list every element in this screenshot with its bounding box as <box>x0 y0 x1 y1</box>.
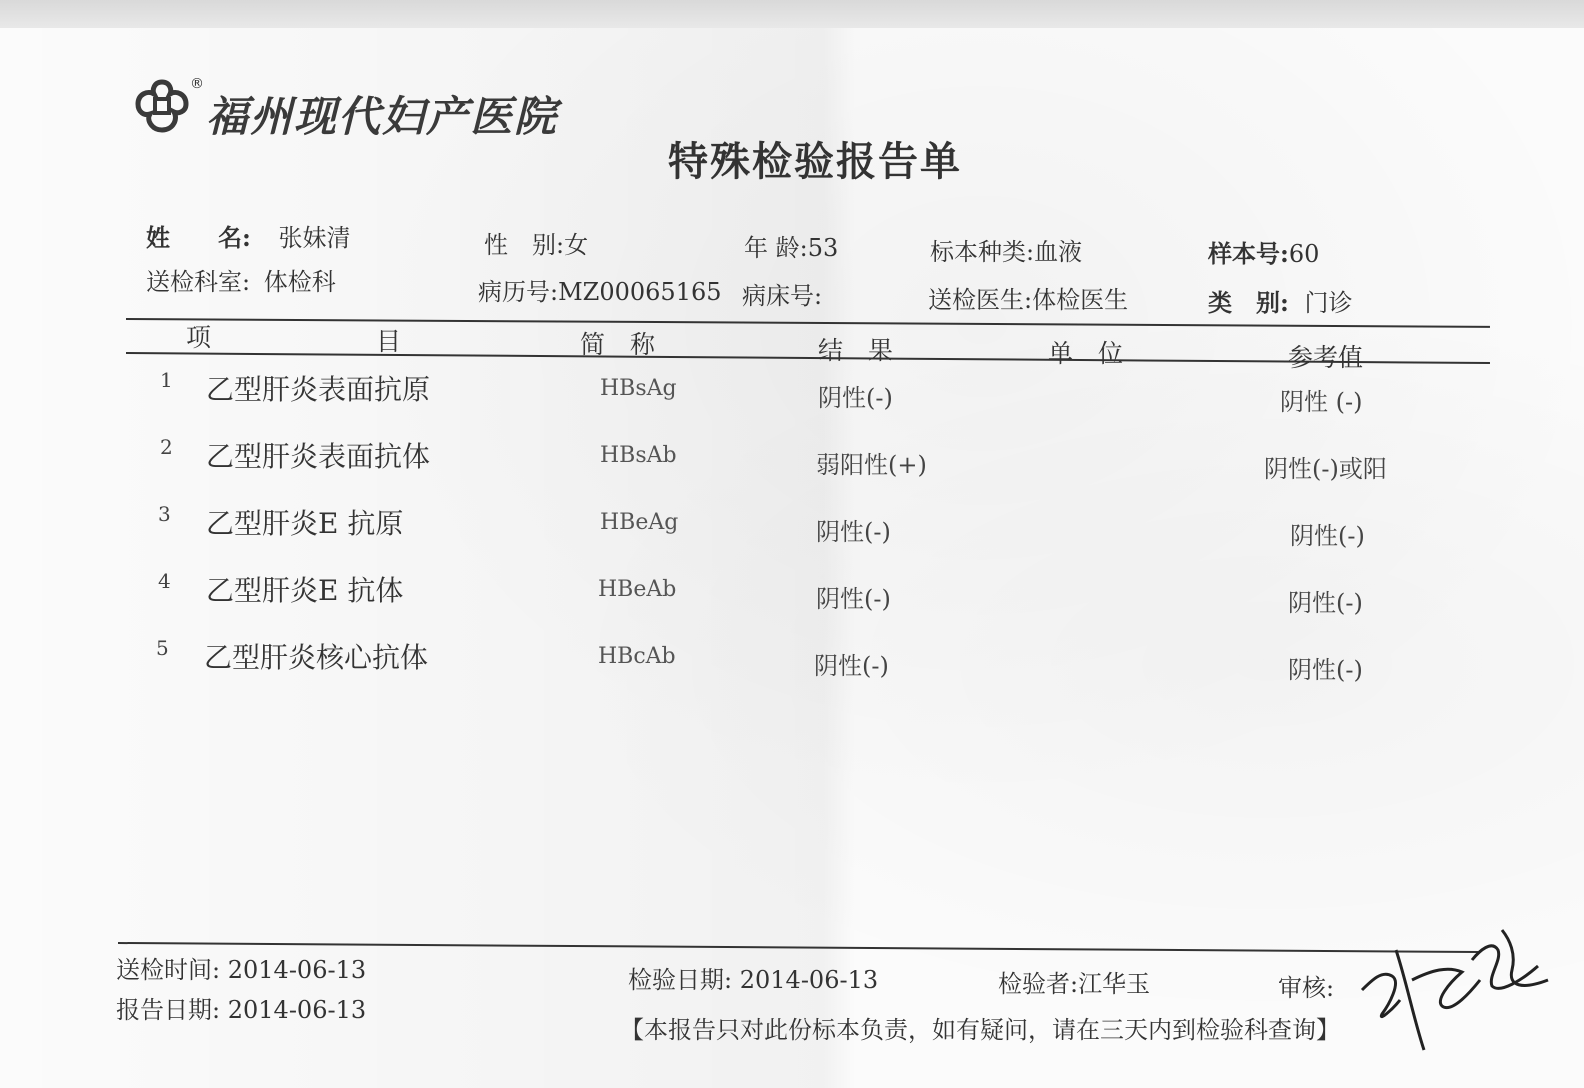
bed-no-label: 病床号: <box>742 282 823 310</box>
submit-time-value: 2014-06-13 <box>227 956 367 984</box>
test-abbr: HBcAb <box>598 644 676 669</box>
submit-time-field <box>116 950 366 985</box>
header-reference: 参考值 <box>1288 343 1364 372</box>
test-abbr: HBeAb <box>598 577 677 602</box>
department-field <box>146 262 336 297</box>
gender-value: 女 <box>564 231 589 259</box>
header-result: 结 果 <box>818 336 894 365</box>
report-date-field <box>116 990 366 1025</box>
tester-value: 江华玉 <box>1078 970 1151 998</box>
sample-no-field <box>1208 234 1319 269</box>
name-label: 姓 名: <box>146 223 251 252</box>
gender-label: 性 别: <box>484 231 565 259</box>
registered-mark: ® <box>190 76 204 92</box>
department-value: 体检科 <box>263 268 336 296</box>
test-result: 阴性(-) <box>816 518 891 546</box>
reference-value: 阴性(-) <box>1290 522 1365 550</box>
record-no-value: MZ00065165 <box>558 278 722 306</box>
specimen-type-field <box>930 232 1082 267</box>
record-no-field <box>478 272 722 307</box>
department-label: 送检科室: <box>146 268 251 296</box>
test-result: 阴性(-) <box>814 652 889 680</box>
doctor-field <box>928 280 1128 315</box>
category-label: 类 别: <box>1208 288 1289 317</box>
reference-value: 阴性(-)或阳 <box>1264 455 1387 483</box>
name-field <box>146 218 351 253</box>
category-value: 门诊 <box>1304 289 1353 317</box>
report-date-label: 报告日期: <box>116 996 221 1024</box>
report-paper <box>0 28 1584 1088</box>
patient-name: 张妹清 <box>278 224 351 252</box>
row-number: 5 <box>156 636 169 660</box>
reviewer-signature <box>1352 910 1552 1060</box>
test-result: 弱阳性(+) <box>816 451 927 479</box>
test-result: 阴性(-) <box>818 384 893 412</box>
test-result: 阴性(-) <box>816 585 891 613</box>
test-date-field <box>628 960 878 995</box>
tester-label: 检验者: <box>998 970 1079 998</box>
hospital-name: 福州现代妇产医院 <box>206 92 559 141</box>
report-title: 特殊检验报告单 <box>668 138 962 185</box>
row-number: 2 <box>160 435 173 459</box>
test-date-value: 2014-06-13 <box>739 966 879 994</box>
doctor-value: 体检医生 <box>1032 286 1129 314</box>
submit-time-label: 送检时间: <box>116 956 221 984</box>
category-field <box>1208 283 1353 318</box>
hospital-logo-icon <box>134 78 190 134</box>
reference-value: 阴性 (-) <box>1280 388 1363 416</box>
test-abbr: HBsAb <box>600 443 677 468</box>
header-unit: 单 位 <box>1048 339 1124 368</box>
gender-field <box>484 225 588 260</box>
test-abbr: HBeAg <box>600 510 679 535</box>
bed-no-field <box>742 276 822 311</box>
test-date-label: 检验日期: <box>628 966 733 994</box>
record-no-label: 病历号: <box>478 278 559 306</box>
header-item-b: 目 <box>376 327 402 356</box>
test-item: 乙型肝炎表面抗体 <box>206 440 431 473</box>
age-label: 年 龄: <box>744 234 808 262</box>
disclaimer-note: 【本报告只对此份标本负责，如有疑问，请在三天内到检验科查询】 <box>620 1016 1340 1044</box>
test-item: 乙型肝炎表面抗原 <box>206 373 431 406</box>
specimen-type-label: 标本种类: <box>930 238 1035 266</box>
reference-value: 阴性(-) <box>1288 656 1363 684</box>
tester-field <box>998 964 1150 999</box>
test-abbr: HBsAg <box>600 376 677 401</box>
sample-no-label: 样本号: <box>1208 239 1289 268</box>
age-field <box>744 228 838 263</box>
doctor-label: 送检医生: <box>928 286 1033 314</box>
test-item: 乙型肝炎核心抗体 <box>204 641 429 674</box>
row-number: 1 <box>160 368 173 392</box>
reference-value: 阴性(-) <box>1288 589 1363 617</box>
specimen-type-value: 血液 <box>1034 238 1083 266</box>
test-item: 乙型肝炎E 抗原 <box>206 507 404 540</box>
header-abbr: 简 称 <box>580 330 656 359</box>
test-item: 乙型肝炎E 抗体 <box>206 574 404 607</box>
header-item-a: 项 <box>186 323 212 352</box>
report-date-value: 2014-06-13 <box>227 996 367 1024</box>
row-number: 4 <box>158 569 171 593</box>
sample-no-value: 60 <box>1288 240 1320 268</box>
age-value: 53 <box>807 234 839 262</box>
row-number: 3 <box>158 502 171 526</box>
reviewer-label: 审核: <box>1278 974 1335 1002</box>
